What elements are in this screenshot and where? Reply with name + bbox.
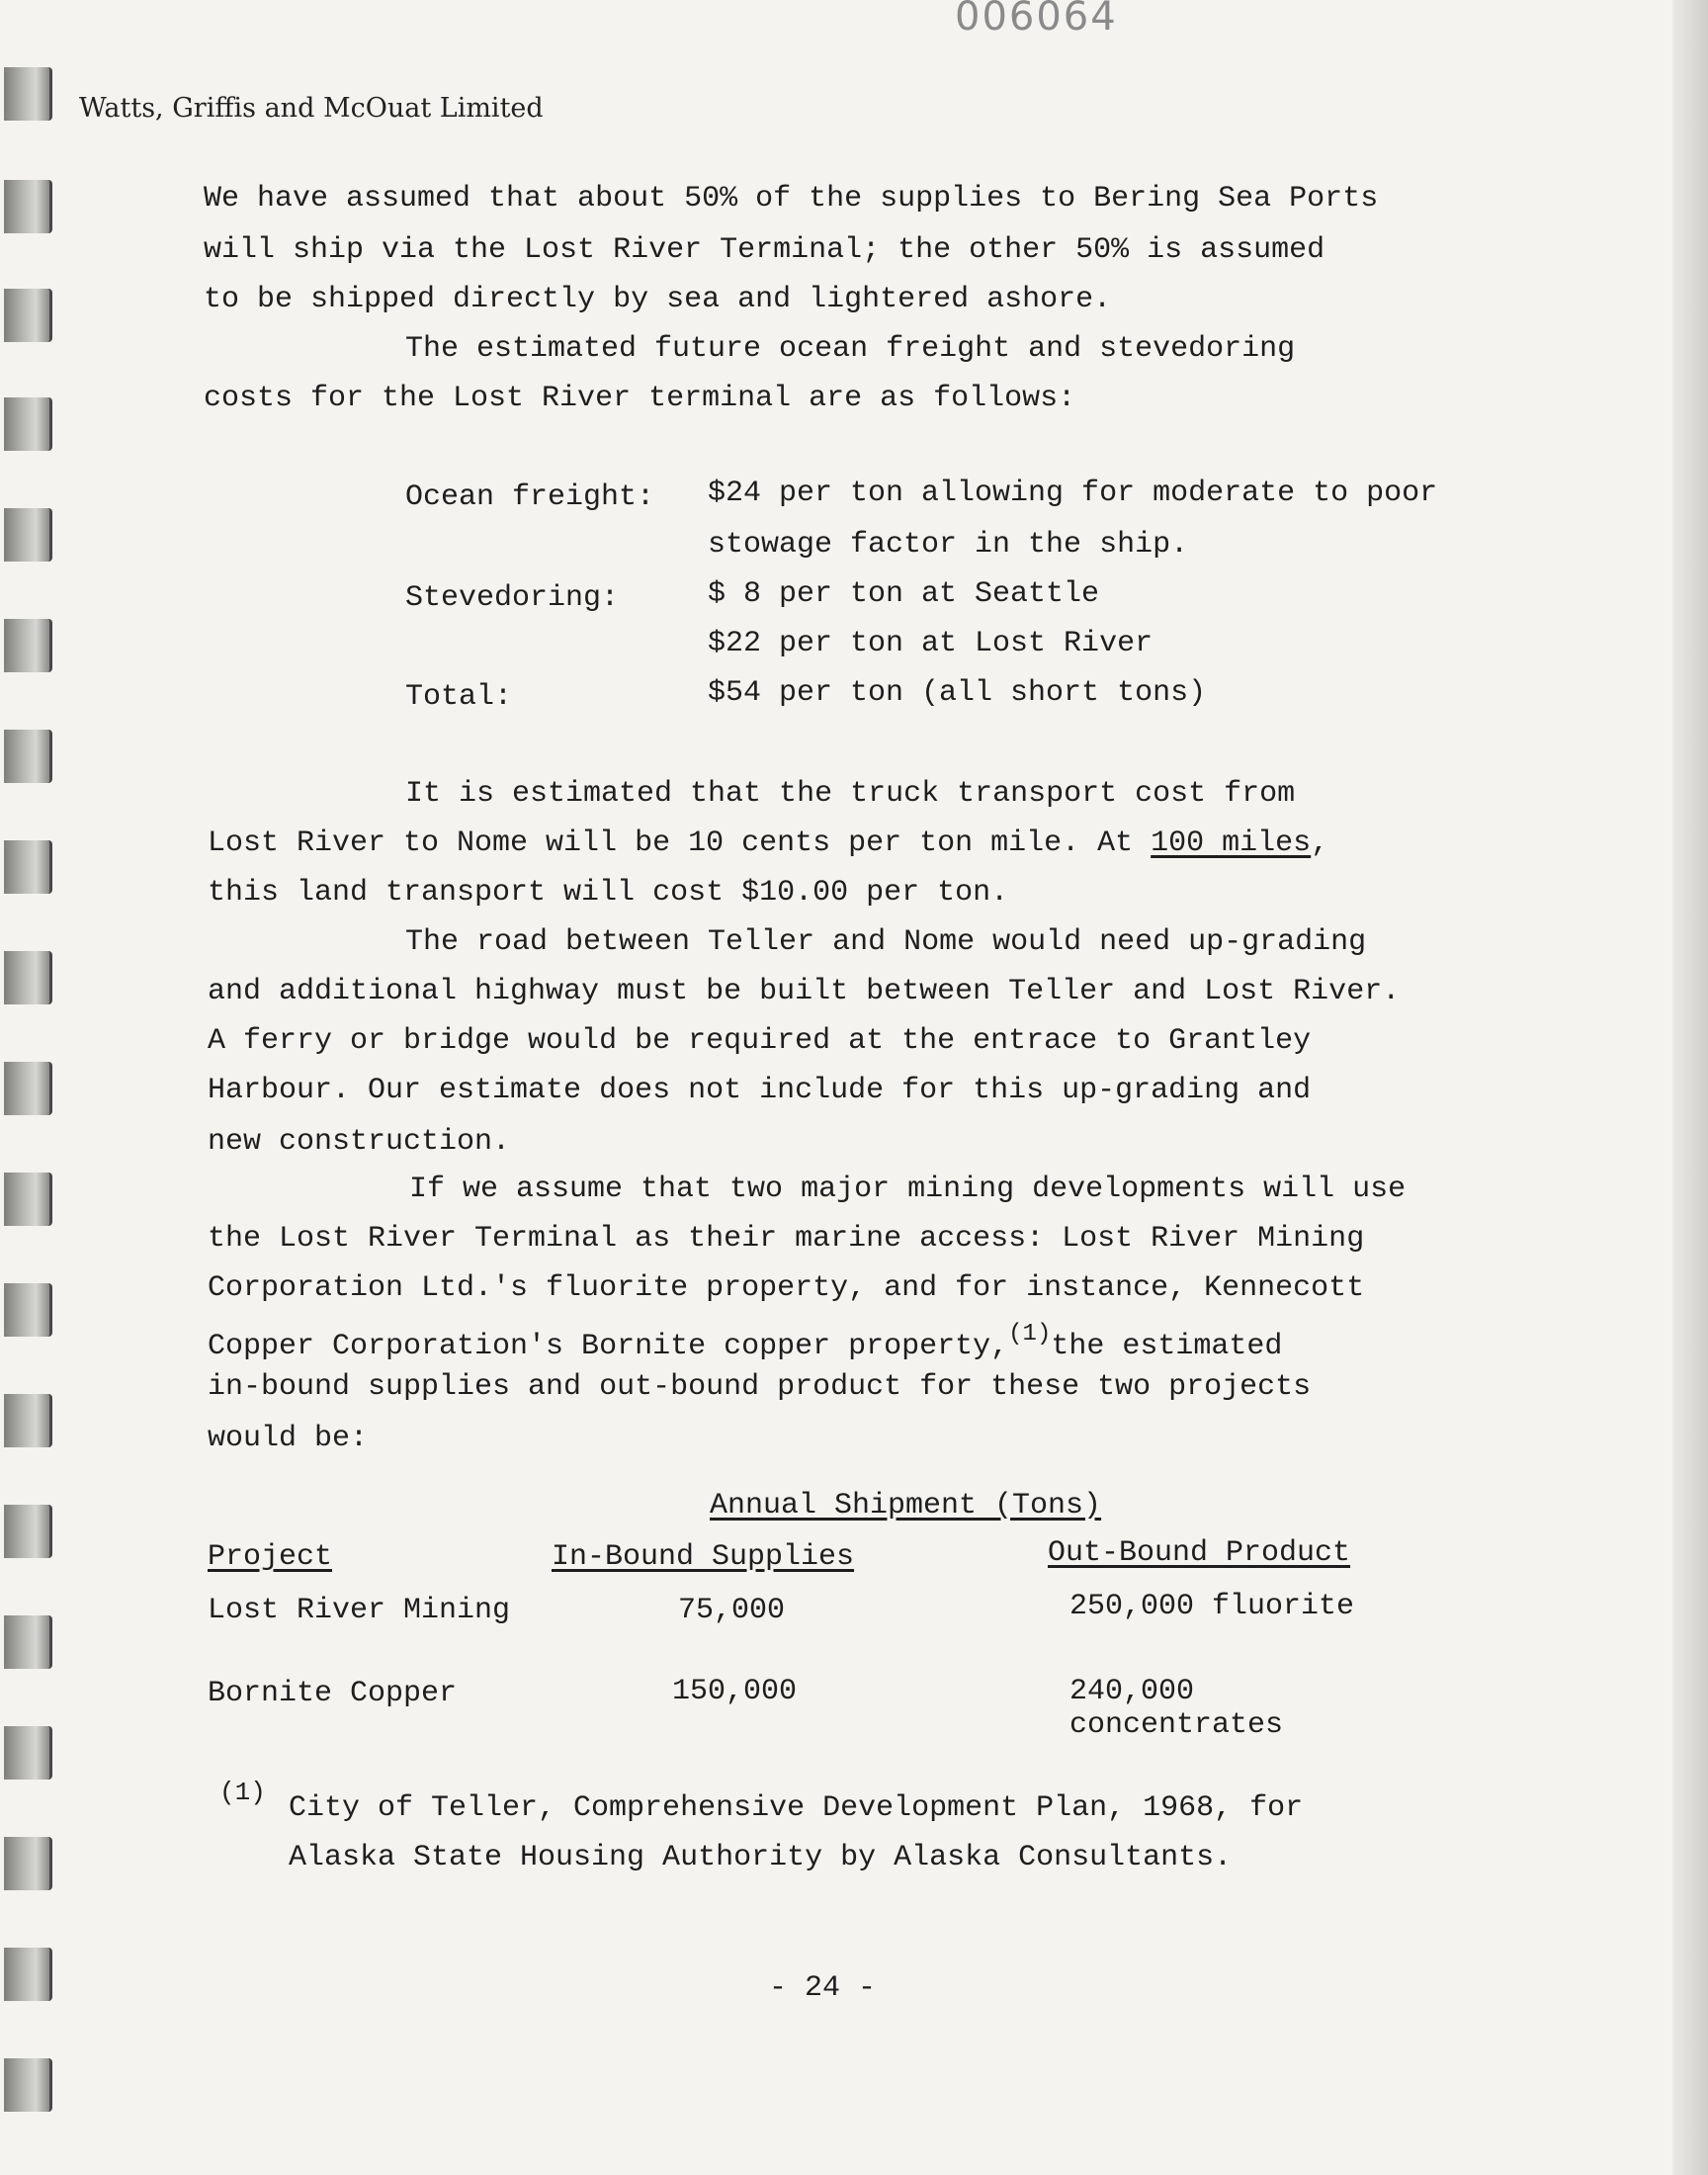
body-line: Copper Corporation's Bornite copper property,$^{(1)}$the estimated — [208, 1321, 1283, 1363]
binding-ring — [4, 180, 52, 233]
table-cell-project: Bornite Copper — [208, 1677, 458, 1710]
binding-ring — [4, 1837, 52, 1890]
table-cell-project: Lost River Mining — [208, 1594, 511, 1627]
letterhead: Watts, Griffis and McOuat Limited — [79, 93, 544, 124]
cost-label-ocean-freight: Ocean freight: — [405, 480, 655, 514]
page-number: - 24 - — [769, 1971, 877, 2005]
binding-ring — [4, 67, 52, 121]
footnote-mark: (1) — [219, 1778, 266, 1807]
table-cell-inbound: 150,000 — [672, 1675, 798, 1708]
body-line: The road between Teller and Nome would need up-grading — [405, 925, 1367, 959]
footnote-reference: (1) — [1008, 1321, 1052, 1348]
footnote-line: City of Teller, Comprehensive Development Plan, 1968, for — [289, 1791, 1304, 1825]
page-stamp-number: 006064 — [955, 0, 1118, 40]
binding-ring — [4, 730, 52, 783]
binding-ring — [4, 1394, 52, 1447]
body-line: to be shipped directly by sea and lightered ashore. — [204, 283, 1112, 316]
cost-label-total: Total: — [405, 680, 513, 714]
binding-ring — [4, 1615, 52, 1669]
table-cell-outbound: 240,000 — [1069, 1675, 1195, 1708]
cost-label-stevedoring: Stevedoring: — [405, 581, 620, 615]
table-cell-outbound: 250,000 fluorite — [1069, 1590, 1355, 1623]
binding-ring — [4, 508, 52, 562]
binding-ring — [4, 397, 52, 451]
underlined-distance: 100 miles — [1151, 826, 1312, 860]
binding-ring — [4, 1726, 52, 1780]
body-line: this land transport will cost $10.00 per ton. — [208, 876, 1009, 910]
binding-ring — [4, 1948, 52, 2001]
cost-value-stevedoring-seattle: $ 8 per ton at Seattle — [708, 577, 1100, 611]
body-line: We have assumed that about 50% of the supplies to Bering Sea Ports — [204, 182, 1379, 216]
binding-ring — [4, 289, 52, 342]
binding-ring — [4, 1173, 52, 1226]
table-header-inbound: In-Bound Supplies — [552, 1540, 855, 1574]
table-title: Annual Shipment (Tons) — [710, 1489, 1102, 1522]
cost-value-ocean-freight: $24 per ton allowing for moderate to poor — [708, 477, 1438, 510]
binding-ring — [4, 1062, 52, 1115]
spiral-binding — [0, 0, 59, 2175]
body-line: will ship via the Lost River Terminal; the other 50% is assumed — [204, 233, 1325, 267]
binding-ring — [4, 2058, 52, 2112]
footnote-line: Alaska State Housing Authority by Alaska Consultants. — [289, 1841, 1233, 1874]
binding-ring — [4, 951, 52, 1004]
table-cell-outbound-cont: concentrates — [1069, 1708, 1284, 1742]
cost-value-ocean-freight-cont: stowage factor in the ship. — [708, 528, 1189, 562]
body-line: A ferry or bridge would be required at the entrace to Grantley — [208, 1024, 1312, 1058]
body-line: in-bound supplies and out-bound product for these two projects — [208, 1370, 1312, 1404]
binding-ring — [4, 840, 52, 894]
table-header-outbound: Out-Bound Product — [1048, 1536, 1351, 1570]
cost-value-stevedoring-lost-river: $22 per ton at Lost River — [708, 627, 1153, 660]
binding-ring — [4, 1505, 52, 1558]
binding-ring — [4, 619, 52, 672]
page-edge-shadow — [1672, 0, 1708, 2175]
table-cell-inbound: 75,000 — [678, 1594, 786, 1627]
body-line: If we assume that two major mining developments will use — [409, 1173, 1407, 1206]
table-header-project: Project — [208, 1540, 333, 1574]
cost-value-total: $54 per ton (all short tons) — [708, 676, 1207, 710]
body-line: Harbour. Our estimate does not include for this up-grading and — [208, 1074, 1312, 1107]
body-line: It is estimated that the truck transport cost from — [405, 777, 1296, 811]
body-line: The estimated future ocean freight and stevedoring — [405, 332, 1296, 366]
body-line: Lost River to Nome will be 10 cents per ton mile. At 100 miles, — [208, 826, 1329, 860]
body-line: Corporation Ltd.'s fluorite property, and for instance, Kennecott — [208, 1271, 1365, 1305]
body-line: new construction. — [208, 1125, 511, 1159]
body-line: would be: — [208, 1422, 369, 1455]
body-line: and additional highway must be built between Teller and Lost River. — [208, 975, 1401, 1008]
body-line: costs for the Lost River terminal are as follows: — [204, 382, 1076, 415]
binding-ring — [4, 1283, 52, 1337]
body-line: the Lost River Terminal as their marine access: Lost River Mining — [208, 1222, 1365, 1256]
